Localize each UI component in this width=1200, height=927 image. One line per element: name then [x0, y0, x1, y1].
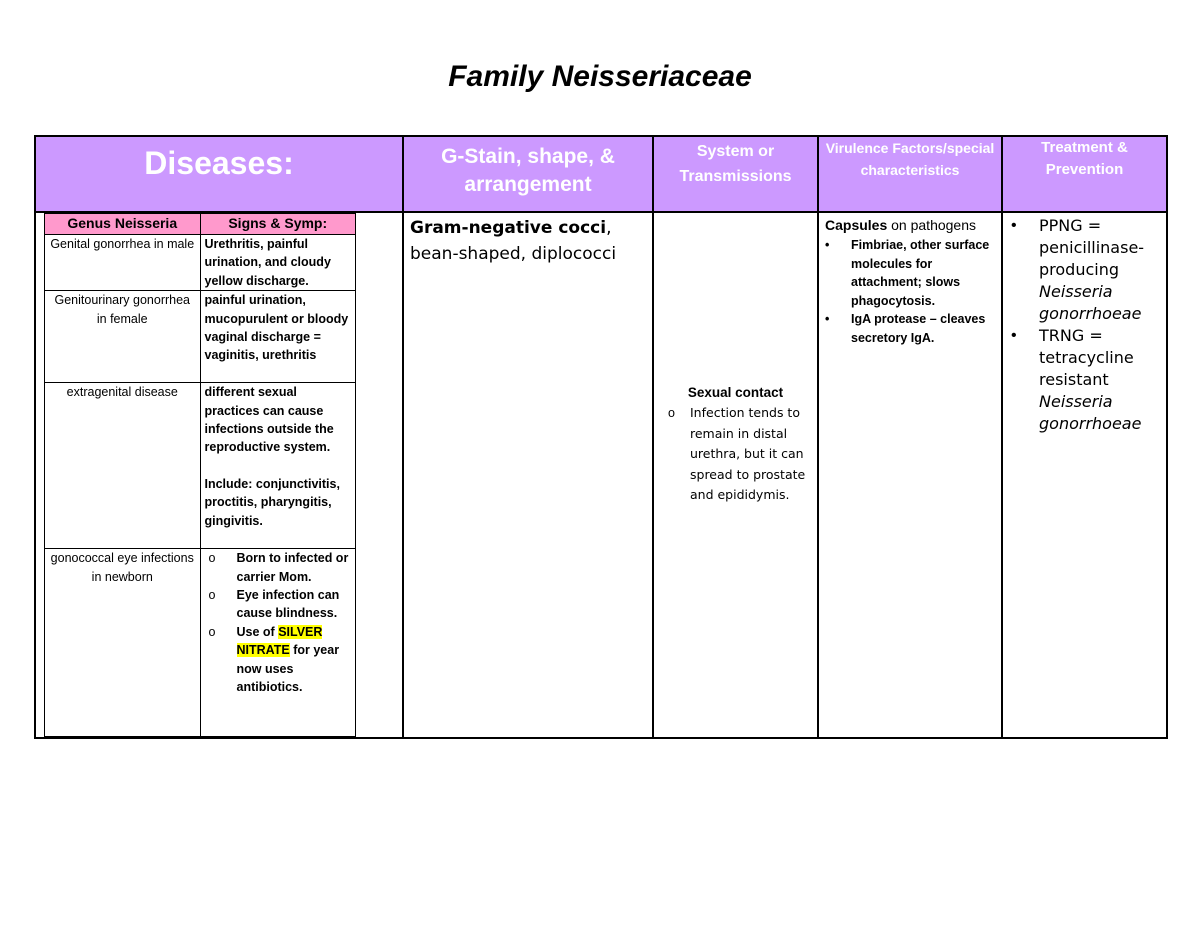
disease-name: Genitourinary gonorrhea in female	[45, 291, 201, 383]
page-title: Family Neisseriaceae	[448, 60, 752, 93]
header-virulence: Virulence Factors/special characteristics	[818, 136, 1002, 212]
list-item: • Fimbriae, other surface molecules for attachment; slows phagocytosis.	[851, 236, 995, 310]
newborn-bullet-list	[205, 549, 352, 696]
disease-signs: Urethritis, painful urination, and cloudy yellow discharge.	[200, 235, 356, 291]
content-row	[35, 212, 1167, 738]
list-item: • PPNG = penicillinase-producing Neisseria gonorrhoeae	[1039, 215, 1162, 325]
list-item: o Infection tends to remain in distal urethra, but it can spread to prostate and epididymis.	[690, 403, 809, 506]
virulence-intro-bold: Capsules	[825, 217, 888, 233]
header-gstain: G-Stain, shape, & arrangement	[403, 136, 653, 212]
disease-name: gonococcal eye infections in newborn	[45, 549, 201, 737]
disease-signs	[200, 549, 356, 737]
gstain-cell	[403, 212, 653, 738]
list-item: o Born to infected or carrier Mom.	[237, 549, 352, 586]
treatment-list	[1007, 215, 1162, 435]
list-item: • TRNG = tetracycline resistant Neisseria gonorrhoeae	[1039, 325, 1162, 435]
diseases-subtable	[44, 213, 356, 737]
signs-header: Signs & Symp:	[200, 214, 356, 235]
list-item: o Use of SILVER NITRATE for year now uses antibiotics.	[237, 623, 352, 697]
header-system: System or Transmissions	[653, 136, 818, 212]
disease-name: extragenital disease	[45, 383, 201, 549]
system-list	[662, 403, 809, 506]
diseases-cell	[35, 212, 403, 738]
virulence-list	[825, 236, 995, 347]
disease-table	[34, 135, 1168, 739]
list-item: o Eye infection can cause blindness.	[237, 586, 352, 623]
table-row	[45, 383, 356, 549]
table-row	[45, 291, 356, 383]
disease-signs: painful urination, mucopurulent or bloody vaginal discharge = vaginitis, urethritis	[200, 291, 356, 383]
treatment-cell	[1002, 212, 1167, 738]
header-row	[35, 136, 1167, 212]
table-row	[45, 549, 356, 737]
virulence-cell	[818, 212, 1002, 738]
table-row	[45, 235, 356, 291]
system-cell	[653, 212, 818, 738]
list-item: • IgA protease – cleaves secretory IgA.	[851, 310, 995, 347]
system-title: Sexual contact	[687, 385, 784, 400]
signs-text: different sexual practices can cause infections outside the reproductive system.	[204, 385, 334, 455]
genus-header: Genus Neisseria	[45, 214, 201, 235]
gstain-bold: Gram-negative cocci	[410, 218, 607, 238]
virulence-intro: on pathogens	[887, 217, 976, 233]
gstain-rest: , bean-shaped, diplococci	[410, 218, 617, 264]
disease-signs	[200, 383, 356, 549]
header-diseases: Diseases:	[35, 136, 403, 212]
header-treatment: Treatment & Prevention	[1002, 136, 1167, 212]
signs-include-text: Include: conjunctivitis, proctitis, pharyngitis, gingivitis.	[204, 476, 340, 528]
highlighted-text: SILVER NITRATE	[236, 624, 323, 658]
disease-name: Genital gonorrhea in male	[45, 235, 201, 291]
